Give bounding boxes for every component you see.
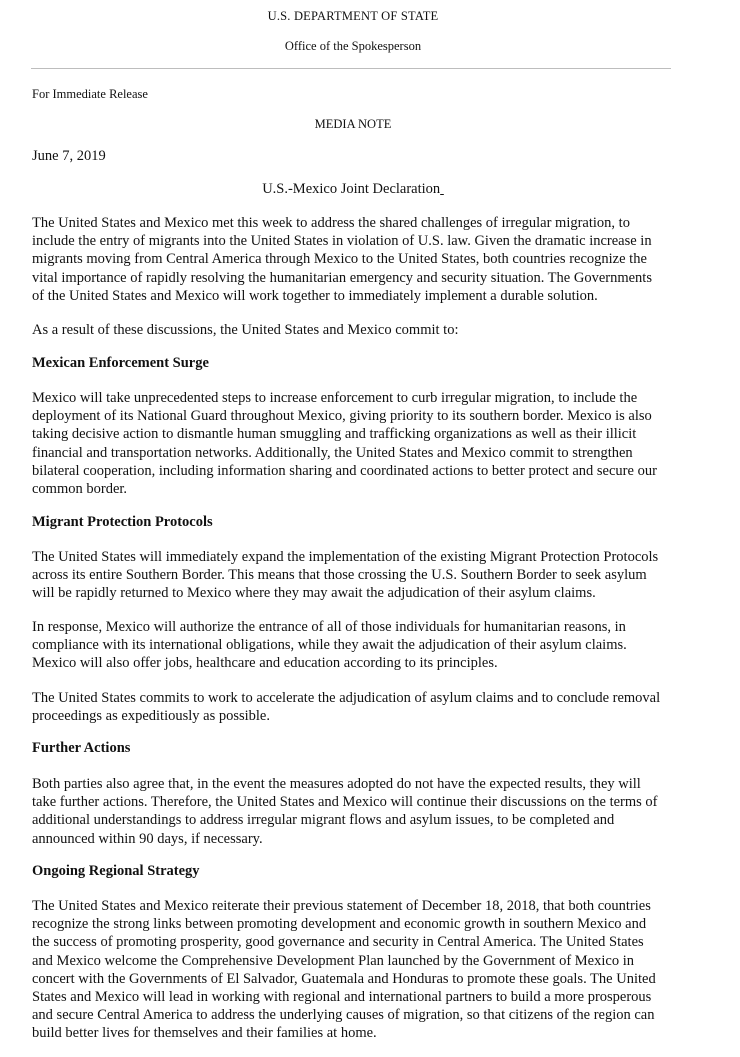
paragraph-line: Mexico will take unprecedented steps to increase enforcement to curb irregular migration, to include the (32, 390, 638, 406)
paragraph-line: common border. (32, 481, 128, 498)
paragraph-line: concert with the Governments of El Salvador, Guatemala and Honduras to promote these goals. The United (32, 970, 656, 987)
paragraph-line: The United States and Mexico met this week to address the shared challenges of irregular migration, to (32, 215, 630, 231)
paragraph-line: In response, Mexico will authorize the entrance of all of those individuals for humanitarian reasons, in (32, 619, 626, 635)
paragraph-line: financial and transportation networks. Additionally, the United States and Mexico commit to strengthen (32, 444, 633, 461)
paragraph-line: taking decisive action to dismantle human smuggling and trafficking organizations as well as their illicit (32, 426, 637, 443)
paragraph-line: migrants moving from Central America through Mexico to the United States, both countries recognize the (32, 251, 647, 268)
paragraph-line: The United States will immediately expand the implementation of the existing Migrant Protection Protocols (32, 549, 659, 565)
section-heading-regional: Ongoing Regional Strategy (32, 863, 200, 879)
document-title (0, 181, 706, 198)
paragraph-line: across its entire Southern Border. This means that those crossing the U.S. Southern Border to seek asylum (32, 567, 647, 584)
intro-paragraph (32, 214, 682, 305)
enforcement-paragraph (32, 389, 682, 498)
paragraph-line: deployment of its National Guard throughout Mexico, giving priority to its southern border. Mexico is also (32, 408, 652, 425)
regional-paragraph (32, 897, 682, 1043)
further-paragraph (32, 775, 682, 848)
mpp-paragraph-3 (32, 689, 682, 725)
paragraph-line: announced within 90 days, if necessary. (32, 830, 263, 847)
paragraph-line: Mexico will also offer jobs, healthcare and education according to its principles. (32, 655, 498, 672)
paragraph-line: and Mexico welcome the Comprehensive Development Plan launched by the Government of Mexico in (32, 952, 634, 969)
paragraph-line: compliance with its international obligations, while they await the adjudication of their asylum claims. (32, 637, 627, 654)
paragraph-line: of the United States and Mexico will work together to immediately implement a durable solution. (32, 287, 598, 304)
paragraph-line: vital importance of rapidly resolving the humanitarian emergency and security situation. The Governments (32, 269, 652, 286)
title-trailing-underline (440, 181, 444, 197)
paragraph-line: the success of promoting prosperity, good governance and security in Central America. The United States (32, 934, 644, 951)
release-label: For Immediate Release (32, 87, 148, 101)
paragraph-line: The United States and Mexico reiterate their previous statement of December 18, 2018, that both countries (32, 898, 651, 914)
paragraph-line: will be rapidly returned to Mexico where they may await the adjudication of their asylum claims. (32, 585, 596, 602)
paragraph-line: take further actions. Therefore, the United States and Mexico will continue their discussions on the terms of (32, 794, 658, 811)
office-name: Office of the Spokesperson (284, 39, 422, 53)
paragraph-line: Both parties also agree that, in the event the measures adopted do not have the expected results, they will (32, 776, 641, 792)
paragraph-line: include the entry of migrants into the United States in violation of U.S. law. Given the dramatic increase in (32, 233, 652, 250)
paragraph-line: proceedings as expeditiously as possible. (32, 708, 270, 725)
paragraph-line: and secure Central America to address the underlying causes of migration, so that citizens of the region can (32, 1007, 655, 1024)
paragraph-line: The United States commits to work to accelerate the adjudication of asylum claims and to conclude removal (32, 690, 661, 706)
paragraph-line: recognize the strong links between promoting development and economic growth in southern Mexico and (32, 916, 647, 933)
paragraph-line: bilateral cooperation, including information sharing and coordinated actions to better protect and secure our (32, 462, 657, 479)
paragraph-line: States and Mexico will lead in working with regional and international partners to build a more prosperous (32, 989, 652, 1006)
department-name: U.S. DEPARTMENT OF STATE (267, 9, 439, 23)
paragraph-line: As a result of these discussions, the United States and Mexico commit to: (32, 322, 459, 338)
paragraph-line: build better lives for themselves and their families at home. (32, 1025, 377, 1042)
release-date: June 7, 2019 (32, 148, 106, 164)
section-heading-mpp: Migrant Protection Protocols (32, 514, 213, 530)
note-type: MEDIA NOTE (314, 117, 392, 131)
commit-paragraph (32, 321, 682, 339)
mpp-paragraph-2 (32, 618, 682, 673)
section-heading-further: Further Actions (32, 740, 131, 756)
section-heading-enforcement: Mexican Enforcement Surge (32, 355, 209, 371)
document-title-text: U.S.-Mexico Joint Declaration (262, 181, 441, 197)
mpp-paragraph-1 (32, 548, 682, 603)
header-divider (31, 68, 671, 69)
paragraph-line: additional understandings to address irregular migrant flows and asylum issues, to be completed and (32, 812, 615, 829)
